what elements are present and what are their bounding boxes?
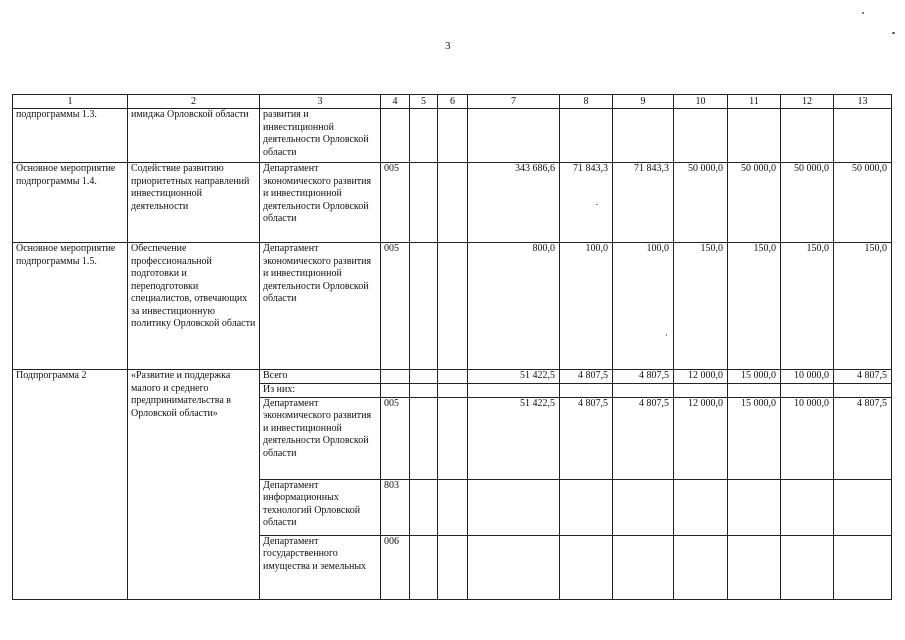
row-description: имиджа Орловской области [128, 109, 260, 163]
code-cell: 803 [381, 479, 410, 535]
budget-table [12, 94, 892, 600]
col-header-11: 11 [728, 95, 781, 109]
row-executor: Департамент информационных технологий Орловской области [260, 479, 381, 535]
row-description: Обеспечение профессиональной подготовки и переподготовки специалистов, отвечающих за инвестиционную политику Орловской области [128, 243, 260, 370]
col-header-12: 12 [781, 95, 834, 109]
value-cell: 800,0 [468, 243, 560, 370]
scan-speck [666, 334, 667, 336]
value-cell: 4 807,5 [560, 397, 613, 479]
col-header-7: 7 [468, 95, 560, 109]
value-cell: 50 000,0 [728, 163, 781, 243]
code-cell: 006 [381, 535, 410, 589]
col-header-2: 2 [128, 95, 260, 109]
value-cell: 4 807,5 [834, 397, 892, 479]
value-cell: 71 843,3 [613, 163, 674, 243]
value-cell: 50 000,0 [834, 163, 892, 243]
row-label: Основное мероприятие подпрограммы 1.4. [13, 163, 128, 243]
col-header-9: 9 [613, 95, 674, 109]
row-executor: Всего [260, 370, 381, 384]
value-cell: 12 000,0 [674, 397, 728, 479]
row-label: Основное мероприятие подпрограммы 1.5. [13, 243, 128, 370]
value-cell: 100,0 [560, 243, 613, 370]
page-number: 3 [445, 40, 451, 52]
value-cell: 150,0 [781, 243, 834, 370]
header-row [13, 95, 892, 109]
value-cell: 100,0 [613, 243, 674, 370]
row-description: Содействие развитию приоритетных направлений инвестиционной деятельности [128, 163, 260, 243]
row-executor: Департамент экономического развития и инвестиционной деятельности Орловской области [260, 243, 381, 370]
value-cell: 343 686,6 [468, 163, 560, 243]
value-cell: 15 000,0 [728, 370, 781, 384]
value-cell: 10 000,0 [781, 370, 834, 384]
scan-speck [862, 12, 864, 14]
table-row-1-4 [13, 163, 892, 243]
value-cell: 150,0 [674, 243, 728, 370]
value-cell: 12 000,0 [674, 370, 728, 384]
col-header-6: 6 [438, 95, 468, 109]
col-header-4: 4 [381, 95, 410, 109]
col-header-8: 8 [560, 95, 613, 109]
scan-speck [892, 32, 895, 34]
value-cell: 4 807,5 [613, 370, 674, 384]
row-label: подпрограммы 1.3. [13, 109, 128, 163]
code-cell: 005 [381, 163, 410, 243]
row-executor: Департамент экономического развития и инвестиционной деятельности Орловской области [260, 397, 381, 479]
value-cell: 50 000,0 [674, 163, 728, 243]
value-cell: 10 000,0 [781, 397, 834, 479]
scan-speck [596, 204, 598, 205]
value-cell: 4 807,5 [834, 370, 892, 384]
col-header-10: 10 [674, 95, 728, 109]
row-executor: Из них: [260, 384, 381, 398]
value-cell: 50 000,0 [781, 163, 834, 243]
col-header-13: 13 [834, 95, 892, 109]
value-cell: 71 843,3 [560, 163, 613, 243]
value-cell: 51 422,5 [468, 397, 560, 479]
col-header-5: 5 [410, 95, 438, 109]
table-row-1-3 [13, 109, 892, 163]
table-row-1-5 [13, 243, 892, 370]
value-cell: 51 422,5 [468, 370, 560, 384]
value-cell: 4 807,5 [560, 370, 613, 384]
row-executor: развития и инвестиционной деятельности Орловской области [260, 109, 381, 163]
col-header-3: 3 [260, 95, 381, 109]
col-header-1: 1 [13, 95, 128, 109]
row-description: «Развитие и поддержка малого и среднего предпринимательства в Орловской области» [128, 370, 260, 600]
value-cell: 15 000,0 [728, 397, 781, 479]
value-cell: 4 807,5 [613, 397, 674, 479]
row-executor: Департамент государственного имущества и земельных [260, 535, 381, 589]
value-cell: 150,0 [834, 243, 892, 370]
code-cell: 005 [381, 243, 410, 370]
row-label: Подпрограмма 2 [13, 370, 128, 600]
value-cell: 150,0 [728, 243, 781, 370]
row-executor: Департамент экономического развития и инвестиционной деятельности Орловской области [260, 163, 381, 243]
code-cell: 005 [381, 397, 410, 479]
table-row-sub2-total [13, 370, 892, 384]
